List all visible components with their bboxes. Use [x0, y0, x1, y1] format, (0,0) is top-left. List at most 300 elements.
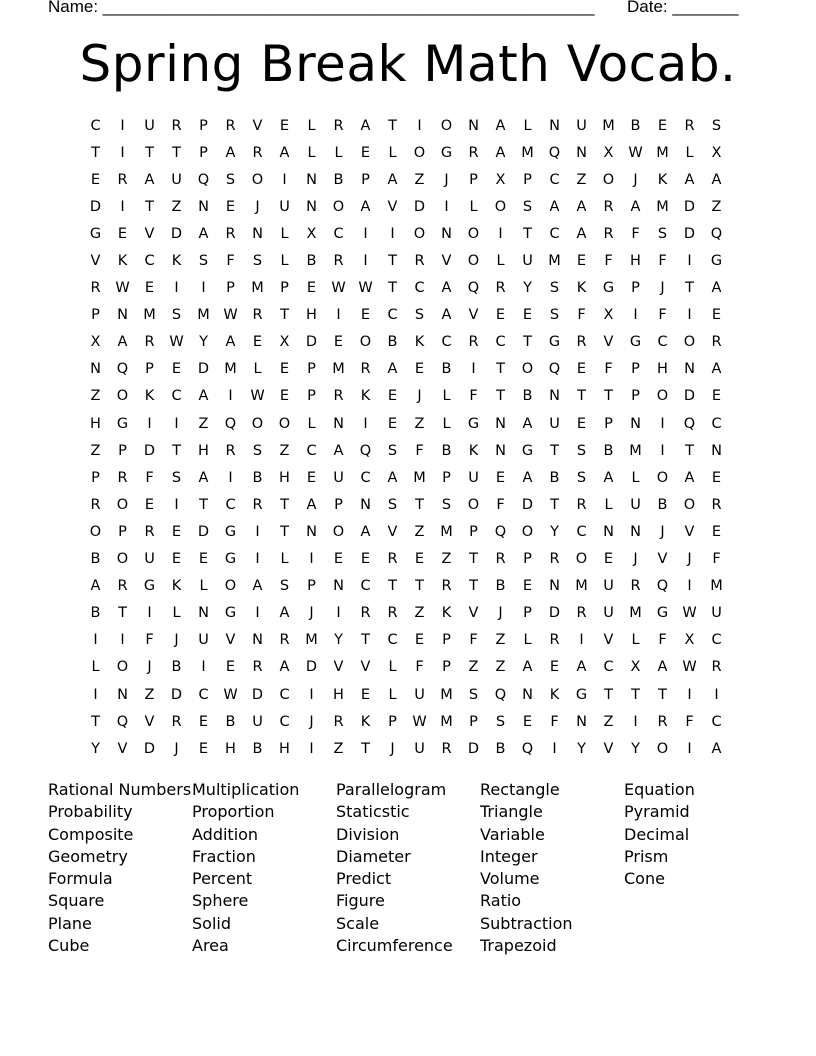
- grid-letter: D: [467, 740, 480, 757]
- grid-letter: F: [658, 632, 667, 649]
- grid-letter: S: [414, 307, 425, 324]
- grid-letter: C: [279, 713, 290, 730]
- grid-letter: V: [387, 523, 398, 540]
- grid-letter: P: [631, 361, 640, 378]
- grid-letter: X: [711, 144, 722, 161]
- grid-letter: O: [467, 253, 480, 270]
- grid-letter: N: [549, 388, 560, 405]
- word-list: [48, 779, 768, 957]
- grid-letter: A: [441, 280, 452, 297]
- grid-letter: I: [228, 388, 233, 405]
- grid-letter: R: [657, 713, 668, 730]
- grid-letter: A: [117, 334, 128, 351]
- grid-letter: Y: [577, 740, 586, 757]
- grid-letter: U: [603, 605, 614, 622]
- grid-letter: M: [548, 253, 561, 270]
- grid-letter: A: [279, 144, 290, 161]
- grid-letter: A: [360, 117, 371, 134]
- grid-letter: I: [714, 686, 719, 703]
- grid-letter: E: [711, 388, 722, 405]
- grid-letter: S: [279, 578, 290, 595]
- grid-letter: O: [494, 198, 507, 215]
- grid-letter: N: [333, 415, 344, 432]
- grid-letter: I: [363, 225, 368, 242]
- word-list-item: Equation: [624, 780, 695, 799]
- grid-letter: N: [117, 307, 128, 324]
- grid-letter: N: [198, 198, 209, 215]
- grid-letter: J: [498, 605, 503, 622]
- word-list-item: Decimal: [624, 824, 690, 844]
- grid-letter: J: [633, 171, 638, 188]
- grid-letter: C: [333, 225, 344, 242]
- grid-letter: I: [174, 415, 179, 432]
- word-list-item: Volume: [480, 869, 540, 889]
- grid-letter: W: [115, 280, 130, 297]
- grid-letter: U: [144, 551, 155, 568]
- word-list-item: Cone: [624, 869, 665, 889]
- grid-letter: V: [468, 307, 479, 324]
- grid-letter: C: [711, 415, 722, 432]
- grid-letter: S: [171, 307, 182, 324]
- grid-letter: Z: [414, 605, 425, 622]
- grid-letter: H: [279, 469, 290, 486]
- grid-letter: J: [417, 388, 422, 405]
- grid-letter: B: [90, 605, 101, 622]
- grid-letter: R: [171, 117, 182, 134]
- grid-letter: S: [468, 686, 479, 703]
- grid-letter: B: [630, 117, 641, 134]
- grid-letter: E: [117, 225, 128, 242]
- grid-letter: C: [360, 578, 371, 595]
- grid-letter: B: [441, 442, 452, 459]
- grid-letter: S: [387, 496, 398, 513]
- grid-letter: V: [90, 253, 101, 270]
- grid-letter: M: [656, 198, 669, 215]
- grid-letter: R: [441, 740, 452, 757]
- grid-letter: N: [711, 442, 722, 459]
- grid-letter: R: [252, 496, 263, 513]
- grid-letter: T: [388, 578, 397, 595]
- grid-letter: Q: [467, 280, 480, 297]
- grid-letter: A: [198, 469, 209, 486]
- word-list-item: Staticstic: [336, 802, 410, 822]
- grid-letter: R: [630, 578, 641, 595]
- grid-letter: P: [442, 469, 451, 486]
- grid-letter: X: [684, 632, 695, 649]
- grid-letter: Q: [548, 144, 561, 161]
- grid-letter: T: [604, 686, 613, 703]
- grid-letter: N: [306, 523, 317, 540]
- grid-letter: O: [332, 523, 345, 540]
- grid-letter: A: [603, 469, 614, 486]
- grid-letter: K: [171, 578, 182, 595]
- grid-letter: U: [144, 117, 155, 134]
- grid-letter: R: [468, 334, 479, 351]
- word-list-item: Addition: [192, 824, 259, 844]
- grid-letter: N: [684, 361, 695, 378]
- grid-letter: Z: [468, 659, 479, 676]
- grid-letter: T: [496, 361, 505, 378]
- grid-letter: P: [91, 469, 100, 486]
- grid-letter: V: [657, 551, 668, 568]
- grid-letter: J: [255, 198, 260, 215]
- grid-letter: I: [174, 280, 179, 297]
- grid-letter: K: [360, 388, 371, 405]
- grid-letter: O: [224, 578, 237, 595]
- grid-letter: R: [117, 578, 128, 595]
- grid-letter: H: [225, 740, 236, 757]
- grid-letter: F: [658, 307, 667, 324]
- grid-letter: M: [224, 361, 237, 378]
- grid-letter: A: [711, 740, 722, 757]
- letter-grid: [82, 112, 730, 762]
- grid-letter: U: [603, 578, 614, 595]
- grid-letter: M: [143, 307, 156, 324]
- grid-letter: V: [360, 659, 371, 676]
- grid-letter: E: [225, 659, 236, 676]
- grid-letter: U: [171, 171, 182, 188]
- grid-letter: O: [116, 388, 129, 405]
- grid-letter: E: [522, 307, 533, 324]
- grid-letter: G: [629, 334, 642, 351]
- grid-letter: P: [631, 280, 640, 297]
- grid-letter: A: [90, 578, 101, 595]
- grid-letter: L: [442, 415, 451, 432]
- name-field-label: Name: ____________________________________________________: [48, 0, 595, 16]
- grid-letter: T: [469, 551, 478, 568]
- grid-letter: L: [631, 632, 640, 649]
- grid-letter: R: [225, 442, 236, 459]
- grid-letter: A: [549, 198, 560, 215]
- grid-letter: C: [306, 442, 317, 459]
- grid-letter: R: [549, 632, 560, 649]
- grid-letter: U: [630, 496, 641, 513]
- grid-letter: Z: [441, 551, 452, 568]
- grid-letter: K: [360, 713, 371, 730]
- grid-letter: P: [469, 171, 478, 188]
- grid-letter: O: [683, 496, 696, 513]
- grid-letter: C: [360, 469, 371, 486]
- grid-letter: R: [684, 117, 695, 134]
- word-list-item: Percent: [192, 869, 253, 889]
- grid-letter: R: [333, 253, 344, 270]
- grid-letter: A: [522, 415, 533, 432]
- grid-letter: I: [93, 632, 98, 649]
- grid-letter: E: [414, 632, 425, 649]
- grid-letter: J: [390, 740, 395, 757]
- grid-letter: T: [91, 144, 100, 161]
- grid-letter: Z: [576, 171, 587, 188]
- grid-letter: D: [143, 740, 156, 757]
- grid-letter: Z: [711, 198, 722, 215]
- grid-letter: O: [521, 361, 534, 378]
- grid-letter: H: [198, 442, 209, 459]
- word-list-item: Geometry: [48, 846, 128, 866]
- page-title: Spring Break Math Vocab.: [79, 35, 737, 93]
- grid-letter: P: [469, 713, 478, 730]
- grid-letter: B: [333, 171, 344, 188]
- grid-letter: M: [305, 632, 318, 649]
- grid-letter: A: [279, 659, 290, 676]
- grid-letter: G: [710, 253, 723, 270]
- grid-letter: Z: [333, 740, 344, 757]
- grid-letter: I: [444, 198, 449, 215]
- grid-letter: C: [549, 225, 560, 242]
- grid-letter: I: [174, 496, 179, 513]
- grid-letter: W: [223, 686, 238, 703]
- grid-letter: O: [575, 551, 588, 568]
- grid-letter: H: [90, 415, 101, 432]
- grid-letter: G: [89, 225, 102, 242]
- grid-letter: O: [116, 551, 129, 568]
- grid-letter: E: [360, 144, 371, 161]
- grid-letter: W: [682, 659, 697, 676]
- grid-letter: E: [198, 551, 209, 568]
- grid-letter: P: [145, 361, 154, 378]
- grid-letter: P: [388, 713, 397, 730]
- grid-letter: E: [306, 469, 317, 486]
- word-list-item: Probability: [48, 802, 133, 822]
- grid-letter: K: [468, 442, 479, 459]
- grid-letter: T: [361, 740, 370, 757]
- grid-letter: T: [91, 713, 100, 730]
- grid-letter: T: [280, 307, 289, 324]
- grid-letter: U: [333, 469, 344, 486]
- grid-letter: V: [252, 117, 263, 134]
- grid-letter: G: [602, 280, 615, 297]
- grid-letter: D: [683, 388, 696, 405]
- grid-letter: R: [711, 496, 722, 513]
- grid-letter: W: [223, 307, 238, 324]
- grid-letter: R: [333, 117, 344, 134]
- grid-letter: I: [363, 253, 368, 270]
- grid-letter: B: [549, 469, 560, 486]
- grid-letter: R: [117, 469, 128, 486]
- grid-letter: A: [333, 442, 344, 459]
- grid-letter: N: [117, 686, 128, 703]
- word-list-item: Figure: [336, 891, 385, 911]
- grid-letter: Z: [279, 442, 290, 459]
- grid-letter: I: [255, 523, 260, 540]
- grid-letter: S: [576, 442, 587, 459]
- grid-letter: P: [442, 632, 451, 649]
- grid-letter: Y: [199, 334, 208, 351]
- grid-letter: A: [711, 361, 722, 378]
- word-list-item: Area: [192, 936, 229, 956]
- grid-letter: A: [360, 523, 371, 540]
- grid-letter: A: [225, 144, 236, 161]
- grid-letter: R: [252, 144, 263, 161]
- grid-letter: L: [280, 253, 289, 270]
- grid-letter: T: [523, 225, 532, 242]
- grid-letter: Z: [90, 388, 101, 405]
- grid-letter: U: [414, 686, 425, 703]
- grid-letter: R: [90, 280, 101, 297]
- grid-letter: F: [550, 713, 559, 730]
- grid-letter: M: [629, 442, 642, 459]
- grid-letter: V: [603, 740, 614, 757]
- grid-letter: A: [387, 469, 398, 486]
- grid-letter: B: [522, 388, 533, 405]
- grid-letter: I: [201, 659, 206, 676]
- grid-letter: E: [144, 496, 155, 513]
- grid-letter: S: [522, 198, 533, 215]
- grid-letter: I: [552, 740, 557, 757]
- grid-letter: A: [495, 117, 506, 134]
- grid-letter: C: [198, 686, 209, 703]
- grid-letter: N: [360, 496, 371, 513]
- word-list-item: Rectangle: [480, 780, 560, 799]
- grid-letter: L: [91, 659, 100, 676]
- grid-letter: I: [93, 686, 98, 703]
- grid-letter: L: [604, 496, 613, 513]
- grid-letter: X: [306, 225, 317, 242]
- grid-letter: L: [199, 578, 208, 595]
- word-list-item: Multiplication: [192, 780, 300, 799]
- grid-letter: Z: [414, 415, 425, 432]
- grid-letter: P: [307, 578, 316, 595]
- grid-letter: R: [603, 225, 614, 242]
- grid-letter: Q: [224, 415, 237, 432]
- grid-letter: X: [603, 307, 614, 324]
- grid-letter: M: [575, 578, 588, 595]
- grid-letter: C: [441, 334, 452, 351]
- grid-letter: S: [252, 253, 263, 270]
- grid-letter: A: [576, 225, 587, 242]
- grid-letter: P: [199, 117, 208, 134]
- grid-letter: R: [117, 171, 128, 188]
- grid-letter: P: [118, 442, 127, 459]
- grid-letter: H: [630, 253, 641, 270]
- grid-letter: E: [522, 578, 533, 595]
- grid-letter: N: [576, 144, 587, 161]
- grid-letter: R: [414, 253, 425, 270]
- grid-letter: W: [412, 713, 427, 730]
- grid-letter: F: [145, 632, 154, 649]
- grid-letter: T: [388, 117, 397, 134]
- grid-letter: A: [279, 605, 290, 622]
- grid-letter: C: [387, 632, 398, 649]
- grid-letter: V: [441, 253, 452, 270]
- grid-letter: K: [576, 280, 587, 297]
- grid-letter: L: [388, 686, 397, 703]
- grid-letter: Z: [198, 415, 209, 432]
- grid-letter: Z: [144, 686, 155, 703]
- grid-letter: J: [174, 632, 179, 649]
- grid-letter: I: [309, 740, 314, 757]
- grid-letter: E: [414, 361, 425, 378]
- grid-letter: I: [255, 605, 260, 622]
- grid-letter: B: [603, 442, 614, 459]
- grid-letter: Y: [91, 740, 100, 757]
- grid-letter: L: [172, 605, 181, 622]
- grid-letter: L: [307, 415, 316, 432]
- grid-letter: I: [687, 307, 692, 324]
- grid-letter: B: [171, 659, 182, 676]
- grid-letter: G: [224, 605, 237, 622]
- grid-letter: F: [226, 253, 235, 270]
- grid-letter: V: [333, 659, 344, 676]
- date-field-label: Date: _______: [627, 0, 739, 16]
- grid-letter: N: [603, 523, 614, 540]
- grid-letter: T: [361, 632, 370, 649]
- grid-letter: M: [656, 144, 669, 161]
- grid-letter: F: [469, 388, 478, 405]
- grid-letter: F: [631, 225, 640, 242]
- grid-letter: I: [687, 253, 692, 270]
- grid-letter: J: [633, 551, 638, 568]
- grid-letter: X: [279, 334, 290, 351]
- grid-letter: S: [711, 117, 722, 134]
- grid-letter: I: [336, 605, 341, 622]
- word-list-item: Sphere: [192, 891, 249, 911]
- grid-letter: E: [144, 280, 155, 297]
- word-list-item: Diameter: [336, 846, 411, 866]
- grid-letter: T: [199, 496, 208, 513]
- grid-letter: L: [253, 361, 262, 378]
- grid-letter: L: [388, 144, 397, 161]
- grid-letter: E: [279, 388, 290, 405]
- grid-letter: Q: [683, 415, 696, 432]
- grid-letter: Q: [494, 523, 507, 540]
- grid-letter: E: [360, 307, 371, 324]
- grid-letter: R: [549, 551, 560, 568]
- grid-letter: Z: [90, 442, 101, 459]
- grid-letter: G: [575, 686, 588, 703]
- grid-letter: I: [471, 361, 476, 378]
- grid-letter: M: [197, 307, 210, 324]
- grid-letter: D: [305, 334, 318, 351]
- grid-letter: K: [441, 605, 452, 622]
- grid-letter: Q: [710, 225, 723, 242]
- grid-letter: R: [468, 144, 479, 161]
- grid-letter: I: [120, 198, 125, 215]
- grid-letter: O: [278, 415, 291, 432]
- word-list-item: Integer: [480, 846, 538, 866]
- grid-letter: X: [90, 334, 101, 351]
- grid-letter: P: [631, 388, 640, 405]
- grid-letter: S: [441, 496, 452, 513]
- grid-letter: J: [147, 659, 152, 676]
- grid-letter: R: [144, 334, 155, 351]
- grid-letter: C: [144, 253, 155, 270]
- grid-letter: G: [116, 415, 129, 432]
- grid-letter: N: [306, 198, 317, 215]
- grid-letter: O: [413, 225, 426, 242]
- grid-letter: B: [657, 496, 668, 513]
- grid-letter: V: [387, 198, 398, 215]
- grid-letter: I: [336, 307, 341, 324]
- grid-letter: C: [414, 280, 425, 297]
- grid-letter: J: [309, 605, 314, 622]
- grid-letter: G: [224, 551, 237, 568]
- grid-letter: N: [630, 523, 641, 540]
- grid-letter: A: [711, 280, 722, 297]
- grid-letter: K: [657, 171, 668, 188]
- grid-letter: B: [252, 469, 263, 486]
- grid-letter: R: [495, 551, 506, 568]
- grid-letter: P: [361, 171, 370, 188]
- grid-letter: V: [144, 713, 155, 730]
- grid-letter: E: [333, 334, 344, 351]
- grid-letter: B: [495, 578, 506, 595]
- grid-letter: M: [440, 523, 453, 540]
- grid-letter: T: [415, 578, 424, 595]
- word-list-item: Cube: [48, 936, 90, 956]
- grid-letter: I: [255, 551, 260, 568]
- grid-letter: T: [388, 280, 397, 297]
- grid-letter: R: [90, 496, 101, 513]
